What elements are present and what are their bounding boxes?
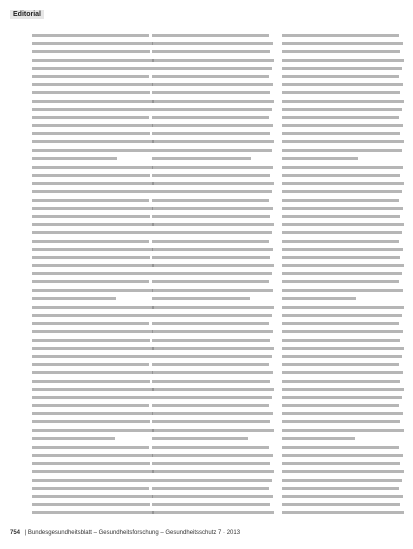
text-line-placeholder (282, 132, 400, 135)
text-column-3 (282, 34, 404, 520)
text-line-placeholder (282, 495, 403, 498)
text-line-placeholder (32, 388, 154, 391)
text-line-placeholder (282, 487, 399, 490)
text-line-placeholder (32, 100, 154, 103)
text-line-placeholder (282, 100, 404, 103)
text-line-placeholder (152, 256, 270, 259)
text-line-placeholder (152, 420, 270, 423)
text-line-placeholder (282, 306, 404, 309)
text-line-placeholder (32, 182, 154, 185)
text-line-placeholder (152, 264, 274, 267)
text-line-placeholder (32, 42, 153, 45)
text-line-placeholder (152, 446, 269, 449)
text-line-placeholder (152, 83, 273, 86)
text-line-placeholder (32, 215, 150, 218)
text-line-placeholder (152, 511, 274, 514)
text-line-placeholder (32, 108, 152, 111)
text-line-placeholder (152, 174, 270, 177)
text-line-placeholder (32, 91, 150, 94)
text-line-placeholder (32, 429, 154, 432)
text-line-placeholder (282, 240, 399, 243)
text-line-placeholder (152, 462, 270, 465)
text-line-placeholder (32, 412, 153, 415)
text-line-placeholder (152, 132, 270, 135)
text-line-placeholder (32, 446, 149, 449)
text-line-placeholder (152, 248, 273, 251)
text-line-placeholder (282, 355, 402, 358)
text-line-placeholder (32, 256, 150, 259)
text-line-placeholder (32, 396, 152, 399)
text-line-placeholder (32, 190, 152, 193)
text-line-placeholder (152, 314, 272, 317)
text-line-placeholder (152, 157, 251, 160)
text-line-placeholder (152, 503, 270, 506)
text-line-placeholder (32, 124, 153, 127)
text-line-placeholder (282, 420, 400, 423)
text-line-placeholder (32, 248, 153, 251)
text-line-placeholder (282, 174, 400, 177)
text-line-placeholder (282, 91, 400, 94)
text-line-placeholder (282, 388, 404, 391)
text-line-placeholder (152, 149, 272, 152)
text-line-placeholder (282, 59, 404, 62)
text-line-placeholder (282, 412, 403, 415)
text-line-placeholder (152, 322, 269, 325)
text-line-placeholder (282, 437, 355, 440)
text-line-placeholder (152, 124, 273, 127)
text-line-placeholder (282, 289, 403, 292)
text-line-placeholder (32, 322, 149, 325)
text-line-placeholder (32, 503, 150, 506)
text-line-placeholder (152, 100, 274, 103)
text-line-placeholder (152, 272, 272, 275)
text-line-placeholder (282, 272, 402, 275)
text-line-placeholder (152, 404, 269, 407)
text-line-placeholder (32, 289, 153, 292)
text-line-placeholder (32, 157, 117, 160)
text-line-placeholder (32, 511, 154, 514)
text-line-placeholder (32, 314, 152, 317)
text-line-placeholder (152, 199, 269, 202)
text-line-placeholder (32, 420, 150, 423)
text-line-placeholder (32, 50, 150, 53)
text-line-placeholder (152, 495, 273, 498)
text-line-placeholder (152, 355, 272, 358)
text-line-placeholder (282, 322, 399, 325)
text-line-placeholder (282, 256, 400, 259)
text-line-placeholder (152, 363, 269, 366)
text-line-placeholder (282, 50, 400, 53)
text-line-placeholder (32, 470, 154, 473)
text-line-placeholder (32, 231, 152, 234)
text-line-placeholder (282, 363, 399, 366)
text-line-placeholder (282, 231, 402, 234)
text-line-placeholder (152, 116, 269, 119)
text-line-placeholder (282, 280, 399, 283)
text-line-placeholder (32, 166, 153, 169)
text-line-placeholder (152, 67, 272, 70)
text-line-placeholder (152, 371, 273, 374)
text-line-placeholder (282, 371, 403, 374)
text-line-placeholder (282, 479, 402, 482)
text-line-placeholder (282, 264, 404, 267)
text-line-placeholder (152, 429, 274, 432)
text-line-placeholder (282, 297, 356, 300)
text-line-placeholder (152, 289, 273, 292)
text-line-placeholder (152, 59, 274, 62)
text-line-placeholder (282, 67, 402, 70)
text-line-placeholder (152, 75, 269, 78)
text-line-placeholder (32, 339, 150, 342)
text-line-placeholder (152, 297, 250, 300)
text-line-placeholder (152, 437, 248, 440)
text-line-placeholder (32, 34, 149, 37)
text-column-2 (152, 34, 274, 520)
text-line-placeholder (152, 339, 270, 342)
text-line-placeholder (282, 116, 399, 119)
text-line-placeholder (32, 347, 154, 350)
text-line-placeholder (282, 124, 403, 127)
text-line-placeholder (152, 190, 272, 193)
text-line-placeholder (152, 347, 274, 350)
text-line-placeholder (152, 223, 274, 226)
text-line-placeholder (32, 199, 149, 202)
text-line-placeholder (282, 207, 403, 210)
text-line-placeholder (32, 380, 150, 383)
text-line-placeholder (282, 339, 400, 342)
text-line-placeholder (32, 495, 153, 498)
text-line-placeholder (282, 404, 399, 407)
text-line-placeholder (282, 223, 404, 226)
text-line-placeholder (282, 34, 399, 37)
text-line-placeholder (282, 83, 403, 86)
text-line-placeholder (282, 462, 400, 465)
text-line-placeholder (282, 149, 402, 152)
section-label: Editorial (10, 10, 44, 19)
journal-name: | Bundesgesundheitsblatt – Gesundheitsforschung – Gesundheitsschutz 7 · 2013 (24, 530, 241, 536)
text-line-placeholder (32, 240, 149, 243)
text-line-placeholder (32, 272, 152, 275)
text-line-placeholder (152, 34, 269, 37)
text-line-placeholder (152, 91, 270, 94)
text-line-placeholder (32, 371, 153, 374)
text-line-placeholder (282, 157, 358, 160)
text-line-placeholder (282, 330, 403, 333)
text-line-placeholder (32, 363, 149, 366)
text-line-placeholder (32, 297, 116, 300)
text-line-placeholder (282, 199, 399, 202)
text-line-placeholder (32, 264, 154, 267)
text-line-placeholder (282, 248, 403, 251)
text-line-placeholder (152, 182, 274, 185)
text-line-placeholder (32, 355, 152, 358)
text-line-placeholder (32, 404, 149, 407)
text-line-placeholder (32, 132, 150, 135)
text-line-placeholder (282, 190, 402, 193)
text-line-placeholder (32, 75, 149, 78)
text-line-placeholder (152, 470, 274, 473)
text-line-placeholder (152, 240, 269, 243)
text-line-placeholder (282, 347, 404, 350)
text-line-placeholder (152, 306, 274, 309)
text-line-placeholder (282, 454, 403, 457)
text-line-placeholder (152, 412, 273, 415)
text-line-placeholder (282, 108, 402, 111)
text-line-placeholder (152, 487, 269, 490)
text-line-placeholder (32, 174, 150, 177)
text-line-placeholder (152, 108, 272, 111)
page-number: 754 (10, 530, 21, 536)
text-line-placeholder (152, 166, 273, 169)
text-line-placeholder (152, 140, 274, 143)
text-line-placeholder (282, 503, 400, 506)
text-line-placeholder (32, 116, 149, 119)
text-line-placeholder (282, 215, 400, 218)
text-line-placeholder (282, 314, 402, 317)
text-line-placeholder (32, 479, 152, 482)
text-line-placeholder (32, 306, 154, 309)
text-line-placeholder (152, 280, 269, 283)
text-line-placeholder (152, 215, 270, 218)
text-line-placeholder (152, 479, 272, 482)
text-line-placeholder (282, 396, 402, 399)
text-line-placeholder (32, 487, 149, 490)
text-line-placeholder (32, 454, 153, 457)
text-line-placeholder (152, 396, 272, 399)
text-line-placeholder (152, 454, 273, 457)
text-line-placeholder (32, 83, 153, 86)
page-footer (10, 530, 240, 536)
text-line-placeholder (282, 429, 404, 432)
text-column-1 (32, 34, 154, 520)
text-line-placeholder (32, 149, 152, 152)
text-line-placeholder (152, 50, 270, 53)
text-line-placeholder (282, 380, 400, 383)
text-line-placeholder (282, 42, 403, 45)
text-line-placeholder (282, 182, 404, 185)
text-line-placeholder (32, 207, 153, 210)
text-line-placeholder (152, 380, 270, 383)
text-line-placeholder (32, 140, 154, 143)
text-line-placeholder (282, 511, 404, 514)
text-line-placeholder (282, 470, 404, 473)
text-line-placeholder (32, 67, 152, 70)
text-line-placeholder (152, 207, 273, 210)
text-line-placeholder (32, 437, 115, 440)
text-line-placeholder (282, 166, 403, 169)
text-line-placeholder (32, 462, 150, 465)
text-line-placeholder (282, 75, 399, 78)
text-line-placeholder (282, 446, 399, 449)
text-line-placeholder (32, 223, 154, 226)
text-line-placeholder (32, 330, 153, 333)
text-line-placeholder (152, 231, 272, 234)
text-line-placeholder (282, 140, 404, 143)
text-line-placeholder (152, 388, 274, 391)
text-line-placeholder (32, 59, 154, 62)
text-line-placeholder (152, 42, 273, 45)
text-line-placeholder (152, 330, 273, 333)
text-line-placeholder (32, 280, 149, 283)
